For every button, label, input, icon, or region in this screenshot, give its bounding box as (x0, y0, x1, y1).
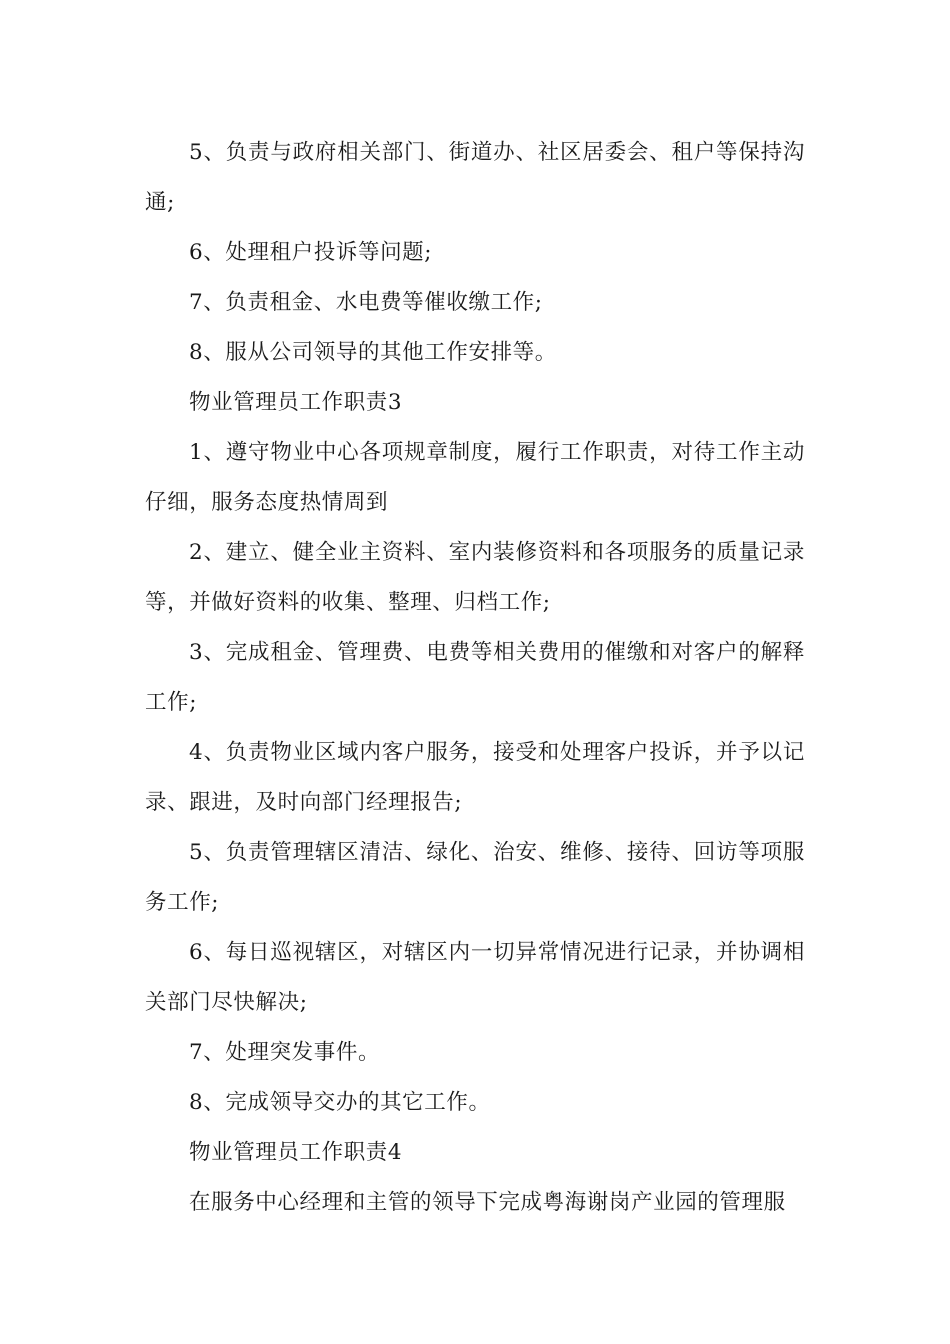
paragraph-duty-3-item-7: 7、处理突发事件。 (189, 1040, 381, 1065)
paragraph-duty-3-item-5: 5、负责管理辖区清洁、绿化、治安、维修、接待、回访等项服务工作; (145, 840, 805, 915)
paragraph-duty-3-item-3: 3、完成租金、管理费、电费等相关费用的催缴和对客户的解释工作; (145, 640, 805, 715)
paragraph-duty-3-item-4: 4、负责物业区域内客户服务，接受和处理客户投诉，并予以记录、跟进，及时向部门经理报告; (145, 740, 805, 815)
paragraph-duty-2-item-7: 7、负责租金、水电费等催收缴工作; (189, 290, 543, 315)
paragraph-duty-2-item-5: 5、负责与政府相关部门、街道办、社区居委会、租户等保持沟通; (145, 140, 805, 215)
paragraph-duty-2-item-6: 6、处理租户投诉等问题; (189, 240, 433, 265)
paragraph-duty-4-intro: 在服务中心经理和主管的领导下完成粤海谢岗产业园的管理服 (189, 1190, 786, 1215)
section-heading-duty-3: 物业管理员工作职责3 (189, 390, 403, 415)
paragraph-duty-3-item-8: 8、完成领导交办的其它工作。 (189, 1090, 491, 1115)
paragraph-duty-2-item-8: 8、服从公司领导的其他工作安排等。 (189, 340, 557, 365)
paragraph-duty-3-item-6: 6、每日巡视辖区，对辖区内一切异常情况进行记录，并协调相关部门尽快解决; (145, 940, 805, 1015)
paragraph-duty-3-item-1: 1、遵守物业中心各项规章制度，履行工作职责，对待工作主动仔细，服务态度热情周到 (145, 440, 805, 515)
section-heading-duty-4: 物业管理员工作职责4 (189, 1140, 403, 1165)
paragraph-duty-3-item-2: 2、建立、健全业主资料、室内装修资料和各项服务的质量记录等，并做好资料的收集、整理、归档工作; (145, 540, 805, 615)
document-body (145, 128, 805, 1228)
